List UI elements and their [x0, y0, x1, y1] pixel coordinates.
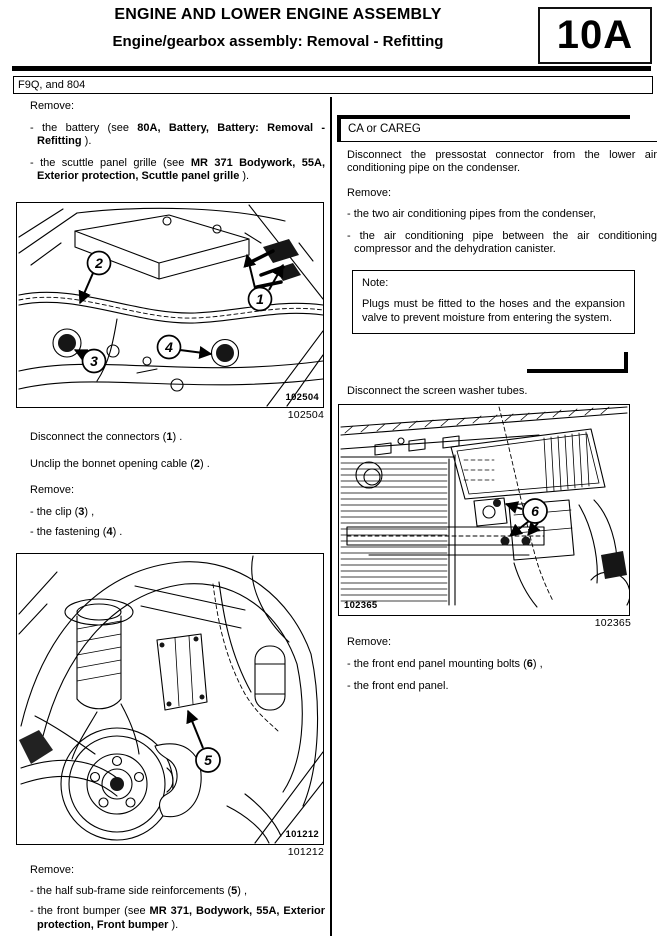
figure-front-end-wrap	[338, 404, 631, 631]
condition-start-bar	[337, 115, 630, 119]
header-rule	[12, 66, 651, 71]
page-header	[0, 6, 556, 50]
callouts	[83, 251, 272, 372]
bullet-fastening: - the fastening (4) .	[30, 526, 123, 538]
section-code-box: 10A	[538, 7, 652, 64]
callout-6: 6	[531, 502, 539, 519]
figure-id-inset: 102365	[344, 600, 378, 611]
page-title: ENGINE AND LOWER ENGINE ASSEMBLY	[114, 6, 442, 23]
callout-1: 1	[256, 290, 264, 307]
bullet-battery: - the battery (see 80A, Battery, Battery: Removal - Refitting ).	[30, 121, 325, 147]
note-label: Note:	[362, 276, 389, 289]
condition-end-marker	[527, 352, 628, 373]
figure-engine-bay-wrap	[16, 202, 324, 423]
para-disconnect-connectors: Disconnect the connectors (1) .	[30, 431, 183, 443]
figure-id-inset: 101212	[285, 829, 319, 840]
bullet-front-bumper: - the front bumper (see MR 371, Bodywork, 55A, Exterior protection, Front bumper ).	[30, 905, 325, 931]
figure-wheel-arch-wrap	[16, 553, 324, 860]
bullet-ac-pipes-condenser: - the two air conditioning pipes from the condenser,	[347, 208, 596, 220]
bullet-panel-bolts: - the front end panel mounting bolts (6) ,	[347, 657, 543, 670]
callout-arrow	[188, 711, 203, 748]
engine-bay-illustration	[17, 203, 323, 407]
condition-start-stub	[337, 115, 341, 141]
figure-engine-bay	[16, 202, 324, 408]
para-unclip-cable: Unclip the bonnet opening cable (2) .	[30, 457, 210, 470]
bullet-ac-pipe-compressor: - the air conditioning pipe between the air conditioning compressor and the dehydration canister.	[347, 229, 657, 255]
note-body: Plugs must be fitted to the hoses and the expansion valve to prevent moisture from entering the system.	[362, 298, 625, 324]
callout-4: 4	[165, 338, 173, 355]
callout-3: 3	[90, 352, 98, 369]
bullet-clip: - the clip (3) ,	[30, 505, 95, 518]
wheel-arch-illustration	[17, 554, 323, 844]
bullet-scuttle-grille: - the scuttle panel grille (see MR 371 Bodywork, 55A, Exterior protection, Scuttle panel grille ).	[30, 156, 325, 182]
callout-5: 5	[204, 751, 212, 768]
condition-section-header	[337, 115, 657, 142]
para-screen-washer: Disconnect the screen washer tubes.	[347, 385, 528, 397]
figure-number: 102504	[287, 408, 324, 421]
callout-2: 2	[95, 254, 103, 271]
figure-front-end	[338, 404, 630, 616]
remove-heading: Remove:	[30, 864, 75, 876]
page-subtitle: Engine/gearbox assembly: Removal - Refitting	[112, 33, 444, 50]
right-column	[337, 97, 657, 694]
para-pressostat: Disconnect the pressostat connector from the lower air conditioning pipe on the condenser.	[347, 148, 657, 174]
remove-heading: Remove:	[347, 636, 392, 648]
column-divider	[330, 97, 332, 936]
figure-number: 102365	[594, 616, 631, 629]
condition-label: CA or CAREG	[348, 123, 421, 135]
figure-number: 101212	[287, 845, 324, 858]
remove-heading: Remove:	[30, 100, 75, 112]
figure-wheel-arch	[16, 553, 324, 845]
remove-heading: Remove:	[347, 186, 392, 199]
callouts	[523, 499, 547, 523]
figure-id-inset: 102504	[285, 392, 319, 403]
variant-box: F9Q, and 804	[13, 76, 653, 94]
bullet-front-end-panel: - the front end panel.	[347, 680, 449, 692]
remove-heading: Remove:	[30, 484, 75, 496]
note-box	[352, 270, 635, 335]
bullet-half-subframe: - the half sub-frame side reinforcements (5) ,	[30, 884, 248, 897]
left-column	[16, 97, 325, 932]
front-end-illustration	[339, 405, 629, 615]
callouts	[196, 748, 220, 772]
